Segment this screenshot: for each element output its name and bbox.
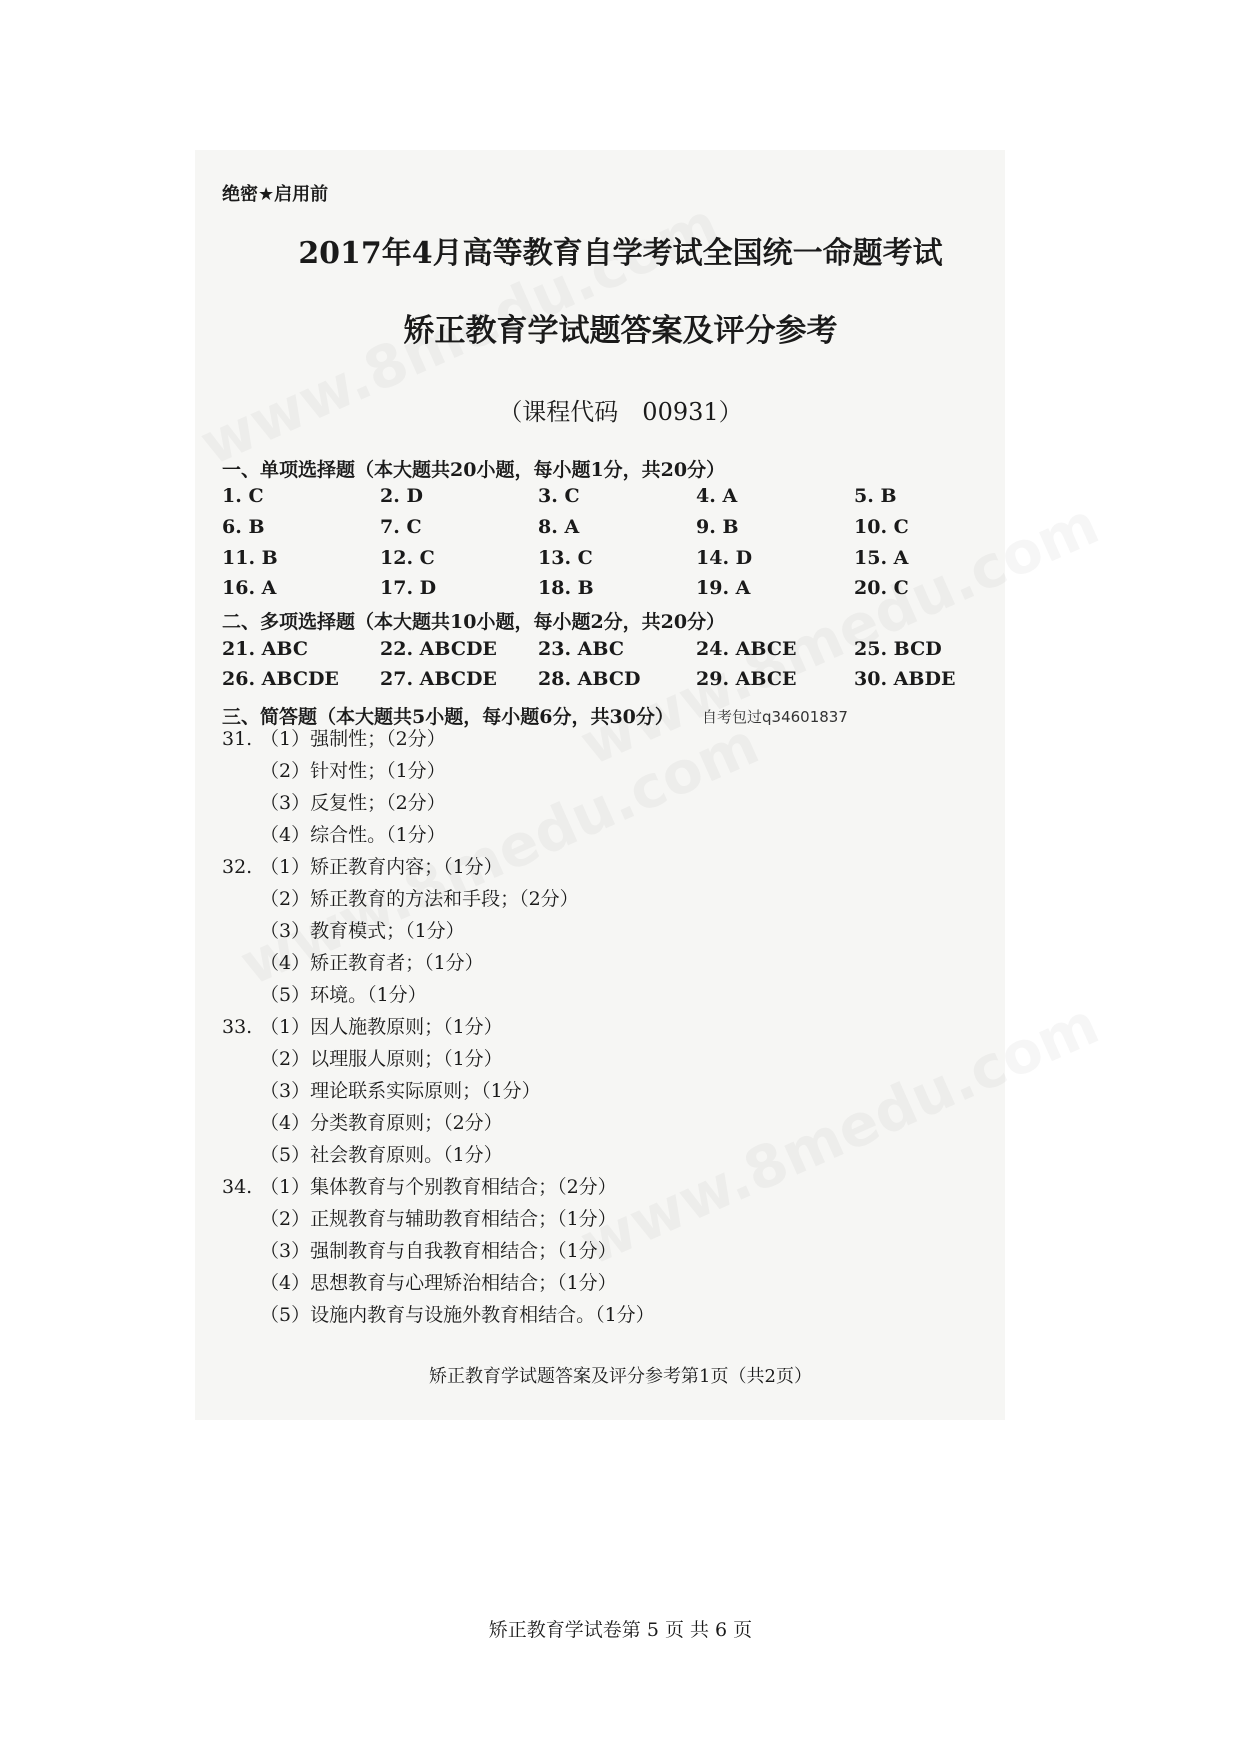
answer-point: （3）强制教育与自我教育相结合；（1分） <box>260 1240 617 1262</box>
answer-cell: 6. B <box>222 516 265 538</box>
answer-cell: 11. B <box>222 547 278 569</box>
answer-cell: 25. BCD <box>854 638 942 660</box>
short-answer-question <box>222 723 942 851</box>
answer-cell: 18. B <box>538 577 594 599</box>
short-answer-question <box>222 1171 942 1331</box>
answer-cell: 9. B <box>696 516 739 538</box>
answer-point: （3）反复性；（2分） <box>260 792 446 814</box>
question-number: 31. <box>222 728 253 750</box>
answer-cell: 17. D <box>380 577 437 599</box>
question-number: 34. <box>222 1176 253 1198</box>
short-answer-question <box>222 851 942 1011</box>
answer-cell: 5. B <box>854 485 897 507</box>
answer-point: （5）环境。（1分） <box>260 984 427 1006</box>
short-answer-question <box>222 1011 942 1171</box>
answer-cell: 16. A <box>222 577 277 599</box>
answer-cell: 7. C <box>380 516 422 538</box>
answer-point: （3）教育模式；（1分） <box>260 920 465 942</box>
answer-cell: 2. D <box>380 485 423 507</box>
question-number: 32. <box>222 856 253 878</box>
answer-point: （2）正规教育与辅助教育相结合；（1分） <box>260 1208 617 1230</box>
answer-point: （5）设施内教育与设施外教育相结合。（1分） <box>260 1304 655 1326</box>
answer-point: （2）针对性；（1分） <box>260 760 446 782</box>
answer-point: （3）理论联系实际原则；（1分） <box>260 1080 541 1102</box>
section-heading-single-choice: 一、单项选择题（本大题共20小题，每小题1分，共20分） <box>222 459 726 481</box>
answer-cell: 4. A <box>696 485 738 507</box>
answer-point: （2）以理服人原则；（1分） <box>260 1048 503 1070</box>
answer-cell: 21. ABC <box>222 638 308 660</box>
course-code: （课程代码 00931） <box>498 398 743 426</box>
watermark-note: 自考包过q34601837 <box>702 708 848 726</box>
answer-point: （5）社会教育原则。（1分） <box>260 1144 503 1166</box>
answer-cell: 19. A <box>696 577 751 599</box>
answer-point: （2）矫正教育的方法和手段；（2分） <box>260 888 579 910</box>
answer-cell: 8. A <box>538 516 580 538</box>
answer-cell: 24. ABCE <box>696 638 797 660</box>
answer-point: （1）因人施教原则；（1分） <box>260 1016 503 1038</box>
exam-title: 2017年4月高等教育自学考试全国统一命题考试 <box>298 236 943 271</box>
answer-point: （4）思想教育与心理矫治相结合；（1分） <box>260 1272 617 1294</box>
answer-cell: 13. C <box>538 547 593 569</box>
section-heading-short-answer: 三、简答题（本大题共5小题，每小题6分，共30分） <box>222 706 674 728</box>
answer-cell: 15. A <box>854 547 909 569</box>
question-number: 33. <box>222 1016 253 1038</box>
answer-cell: 20. C <box>854 577 909 599</box>
scan-page-footer: 矫正教育学试题答案及评分参考第1页（共2页） <box>429 1366 812 1387</box>
answer-point: （1）矫正教育内容；（1分） <box>260 856 503 878</box>
answer-cell: 26. ABCDE <box>222 668 339 690</box>
answer-cell: 12. C <box>380 547 435 569</box>
answer-cell: 28. ABCD <box>538 668 641 690</box>
answer-cell: 29. ABCE <box>696 668 797 690</box>
answer-cell: 30. ABDE <box>854 668 956 690</box>
section-heading-multi-choice: 二、多项选择题（本大题共10小题，每小题2分，共20分） <box>222 611 726 633</box>
document-title: 矫正教育学试题答案及评分参考 <box>403 313 838 349</box>
answer-cell: 22. ABCDE <box>380 638 497 660</box>
answer-cell: 3. C <box>538 485 580 507</box>
page-footer: 矫正教育学试卷第 5 页 共 6 页 <box>488 1619 753 1641</box>
answer-cell: 10. C <box>854 516 909 538</box>
answer-cell: 27. ABCDE <box>380 668 497 690</box>
answer-point: （4）分类教育原则；（2分） <box>260 1112 503 1134</box>
answer-point: （4）矫正教育者；（1分） <box>260 952 484 974</box>
answer-point: （1）集体教育与个别教育相结合；（2分） <box>260 1176 617 1198</box>
answer-point: （4）综合性。（1分） <box>260 824 446 846</box>
answer-cell: 1. C <box>222 485 264 507</box>
answer-point: （1）强制性；（2分） <box>260 728 446 750</box>
answer-cell: 14. D <box>696 547 753 569</box>
answer-cell: 23. ABC <box>538 638 624 660</box>
secret-mark: 绝密★启用前 <box>222 184 329 205</box>
